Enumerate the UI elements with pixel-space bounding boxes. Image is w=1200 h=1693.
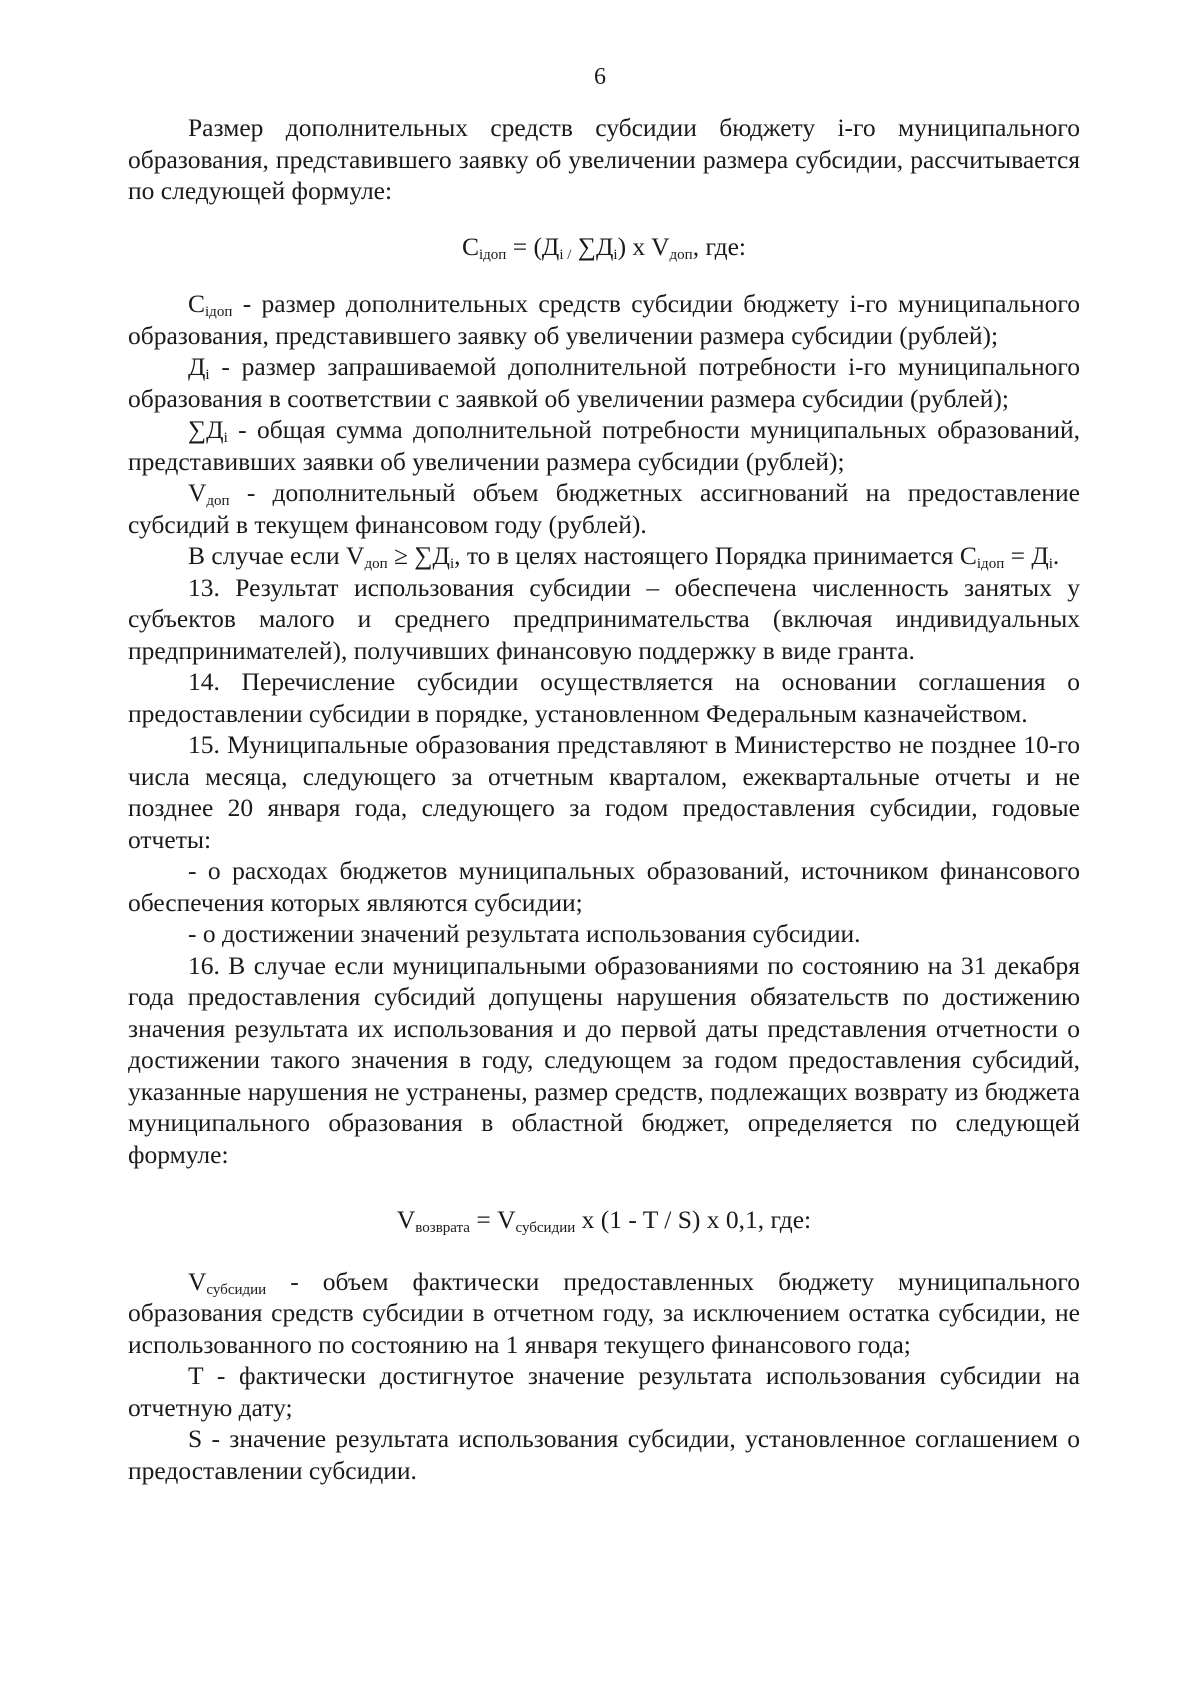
- paragraph-15-item-results: - о достижении значений результата использования субсидии.: [188, 919, 861, 948]
- paragraph-14: 14. Перечисление субсидии осуществляется на основании соглашения о предоставлении субсидии в порядке, установленном Федеральным казначейством.: [128, 667, 1080, 728]
- paragraph-intro: Размер дополнительных средств субсидии бюджету i-го муниципального образования, представившего заявку об увеличении размера субсидии, рассчитывается по следующей формуле:: [128, 113, 1080, 205]
- definition-v-dop: $V_{доп}$ - дополнительный объем бюджетных ассигнований на предоставление субсидий в текущем финансовом году (рублей).: [128, 478, 1080, 539]
- paragraph-15-item-expenses: - о расходах бюджетов муниципальных образований, источником финансового обеспечения которых являются субсидии;: [128, 856, 1080, 917]
- definition-c-idop: $C_{iдоп}$ - размер дополнительных средств субсидии бюджету i-го муниципального образования, представившего заявку об увеличении размера субсидии (рублей);: [128, 289, 1080, 350]
- formula-additional-funds: $C_{iдоп} = (Д_{i /}$ $\sum Д_i$) x $V_{доп}$, где:: [461, 231, 747, 263]
- paragraph-case: В случае если $V_{доп} \ge \sum Д_i$, то в целях настоящего Порядка принимается $C_{iдоп} = Д_i$.: [188, 541, 1060, 572]
- paragraph-15: 15. Муниципальные образования представляют в Министерство не позднее 10-го числа месяца, следующего за отчетным кварталом, ежеквартальные отчеты и не позднее 20 января года, следующего за годом предоставления субсидии, годовые отчеты:: [128, 730, 1080, 854]
- document-body: [128, 112, 1080, 1486]
- definition-s: S - значение результата использования субсидии, установленное соглашением о предоставлении субсидии.: [128, 1424, 1080, 1485]
- definition-t: T - фактически достигнутое значение результата использования субсидии на отчетную дату;: [128, 1361, 1080, 1422]
- definition-d-i: $Д_i$ - размер запрашиваемой дополнительной потребности i-го муниципального образования в соответствии с заявкой об увеличении размера субсидии (рублей);: [128, 352, 1080, 413]
- definition-v-subsidii: $V_{субсидии}$ - объем фактически предоставленных бюджету муниципального образования средств субсидии в отчетном году, за исключением остатка субсидии, не использованного по состоянию на 1 января текущего финансового года;: [128, 1266, 1080, 1359]
- formula-refund: $V_{возврата} = V_{субсидии}$ x (1 - T / S) x 0,1, где:: [396, 1205, 812, 1236]
- definition-sum-d-i: $\sum Д_i$ - общая сумма дополнительной потребности муниципальных образований, представивших заявки об увеличении размера субсидии (рублей);: [128, 415, 1080, 476]
- paragraph-16: 16. В случае если муниципальными образованиями по состоянию на 31 декабря года предоставления субсидий допущены нарушения обязательств по достижению значения результата их использования и до первой даты представления отчетности о достижении такого значения в году, следующем за годом предоставления субсидий, указанные нарушения не устранены, размер средств, подлежащих возврату из бюджета муниципального образования в областной бюджет, определяется по следующей формуле:: [128, 950, 1080, 1169]
- paragraph-13: 13. Результат использования субсидии – обеспечена численность занятых у субъектов малого и среднего предпринимательства (включая индивидуальных предпринимателей), получивших финансовую поддержку в виде гранта.: [128, 572, 1080, 665]
- page-number: 6: [594, 64, 606, 90]
